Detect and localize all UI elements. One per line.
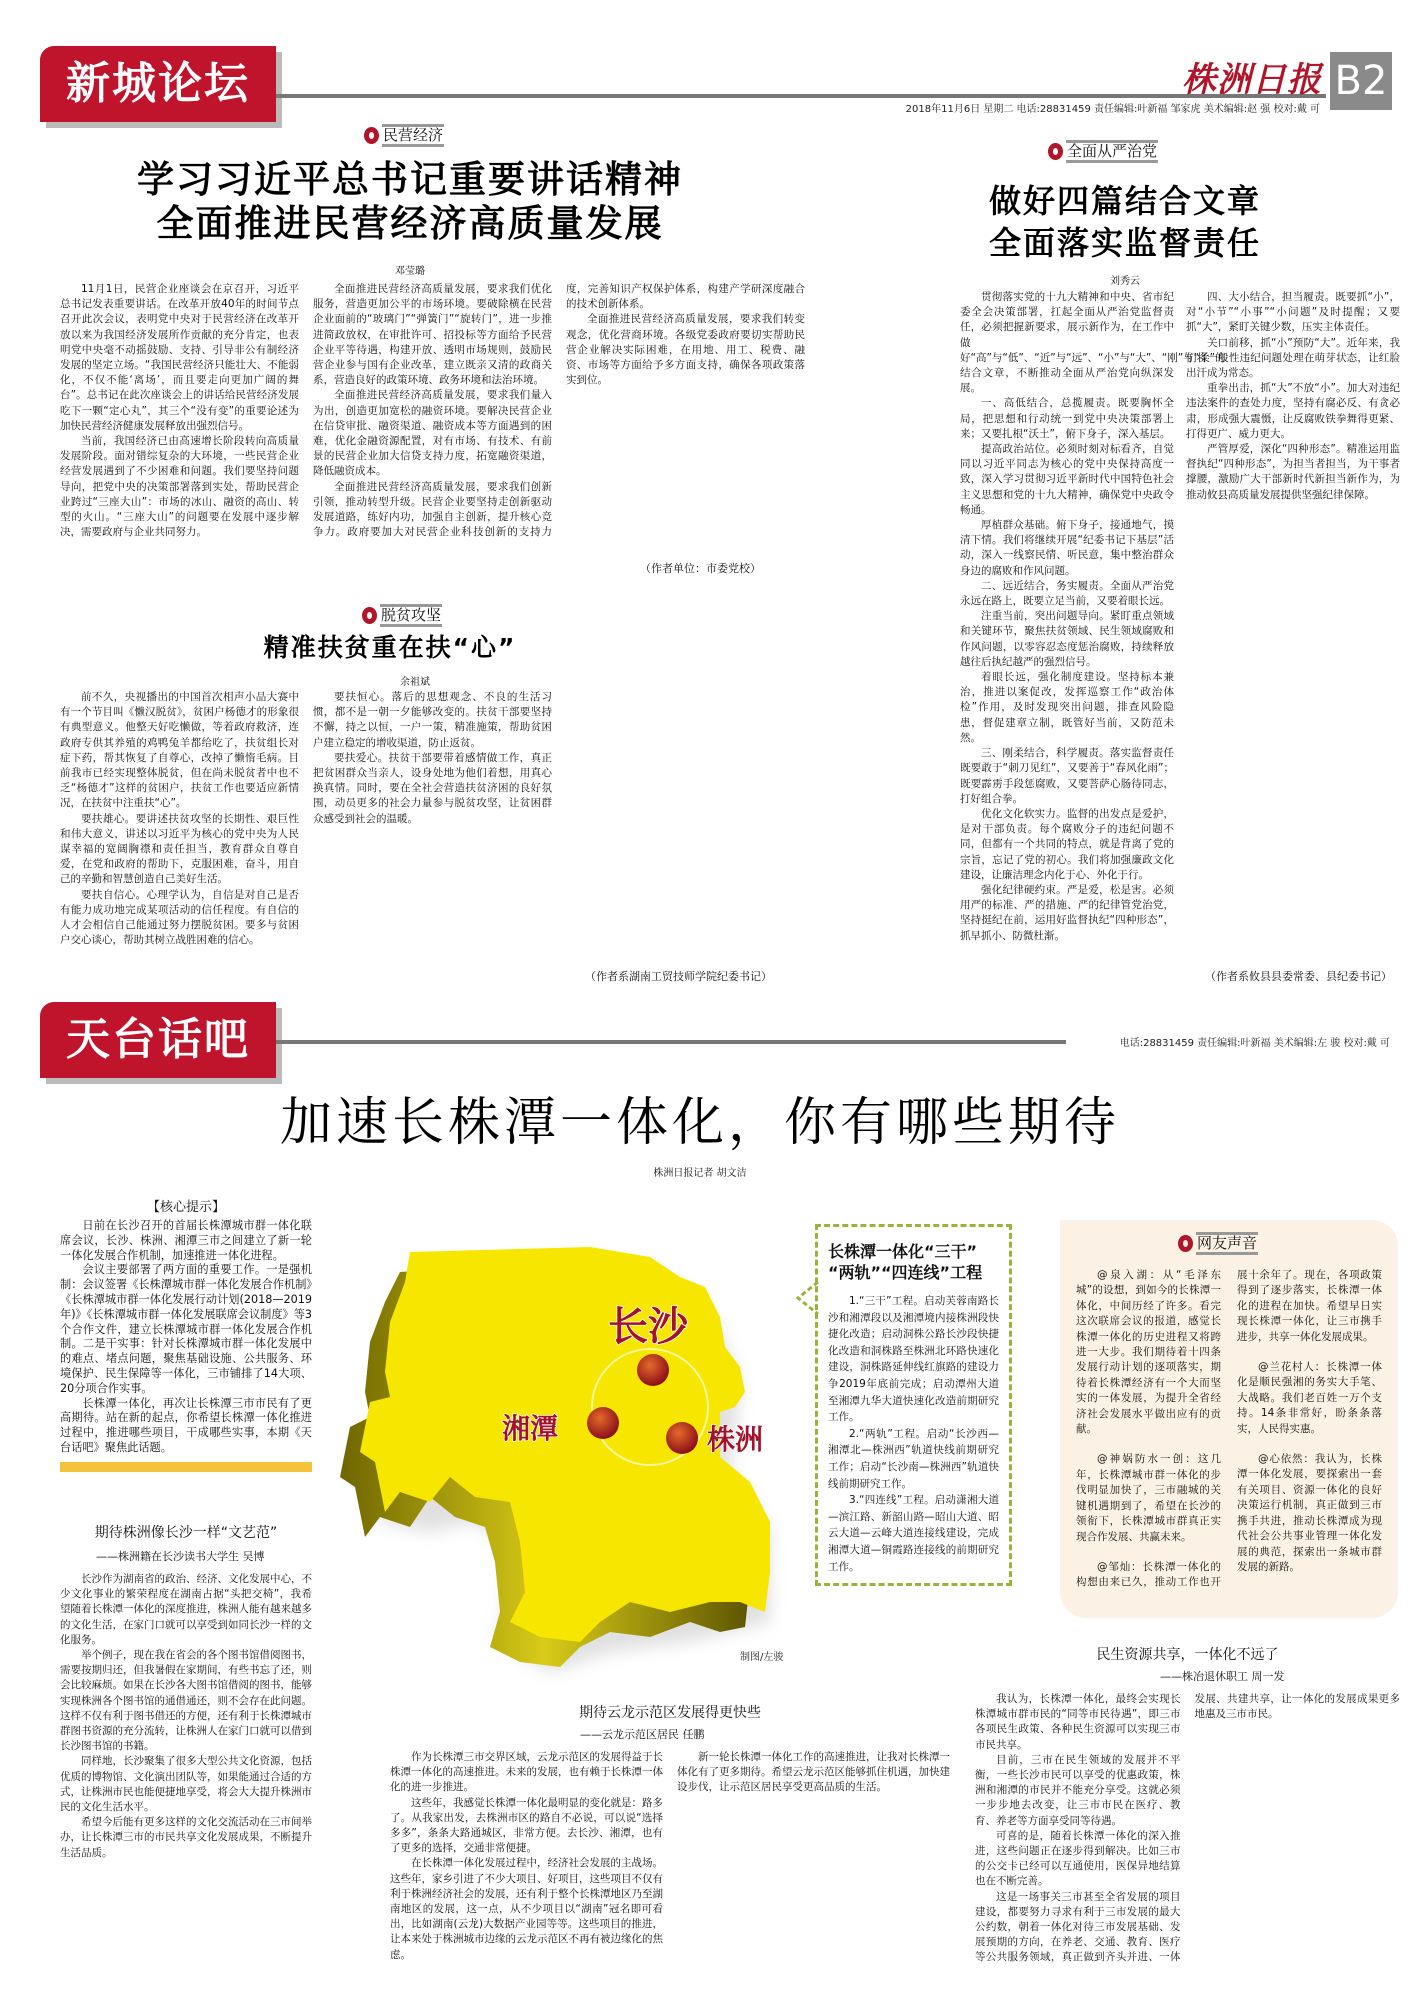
headline-line: 全面推进民营经济高质量发展: [156, 202, 664, 245]
article1-headline: [60, 158, 760, 246]
paragraph: 全面推进民营经济高质量发展，要求我们转变观念，优化营商环境。各级党委政府要切实帮助民营企业解决实际困难，在用地、用工、税费、融资、市场等方面给予多方面支持，确保各项政策落实到位。: [566, 313, 805, 387]
projects-box: [815, 1224, 1012, 1586]
tag-tuopin-gongjian: [362, 604, 442, 627]
projects-box-title: [828, 1241, 999, 1283]
paragraph: 三、刚柔结合，科学履责。落实监督责任既要敢于“刺刀见红”，又要善于“春风化雨”；既要霹雳手段惩腐败，又要菩萨心肠待同志，打好组合拳。: [960, 747, 1174, 805]
article3-credit: （作者系湖南工贸技师学院纪委书记）: [585, 970, 772, 983]
tag-quanmian-congyan-zhidang: [1048, 140, 1158, 163]
story2-source: ——云龙示范区居民 任鹏: [580, 1728, 705, 1741]
paragraph: 优化文化软实力。监督的出发点是爱护，是对干部负责。每个腐败分子的违纪问题不同，但都有一个共同的特点，就是背离了党的宗旨，忘记了党的初心。我们将加强廉政文化建设，让廉洁理念内化于心、外化于行。: [960, 807, 1174, 881]
story3-body: [975, 1692, 1400, 1990]
paragraph: @泉入湖：从“毛泽东城”的设想，到如今的长株潭一体化，中间历经了许多。看完这次联席会议的报道，感觉长株潭一体化的历史进程又将跨进一大步。我们期待着十四条发展行动计划的逐项落实，期待着长株潭经济有一个大而坚实的一体发展，为提升全省经济社会发展水平做出应有的贡献。: [1076, 1269, 1221, 1436]
paragraph: 11月1日，民营企业座谈会在京召开，习近平总书记发表重要讲话。在改革开放40年的时间节点召开此次会议，表明党中央对于民营经济在改革开放以来为我国经济发展所作贡献的充分肯定，也表明党中央毫不动摇鼓励、支持、引导非公有制经济发展的坚定立场。“我国民营经济只能壮大、不能弱化，不仅不能‘离场’，而且要走向更加广阔的舞台”。总书记在此次座谈会上的讲话给民营经济发展吃下一颗“定心丸”，其三个“没有变”的重要论述为加快民营经济健康发展释放出强烈信号。: [60, 283, 299, 432]
paragraph: 二、远近结合，务实履责。全面从严治党永远在路上，既要立足当前，又要着眼长远。: [960, 579, 1174, 608]
paragraph: 关口前移，抓“小”预防“大”。近年来，我们将一般性违纪问题处理在萌芽状态，让红脸出汗成为常态。: [1186, 336, 1400, 380]
paragraph: 同样地，长沙聚集了很多大型公共文化资源，包括优质的博物馆、文化演出团队等，如果能通过合适的方式，让株洲市民也能便捷地享受，将会大大提升株洲市民的文化生活水平。: [60, 1755, 312, 1814]
core-tip-box: [60, 1196, 312, 1472]
paragraph: 严管厚爱，深化“四种形态”。精准运用监督执纪“四种形态”，为担当者担当，为干事者撑腰，激励广大干部新时代新担当新作为，为推动攸县高质量发展提供坚强纪律保障。: [1186, 443, 1400, 501]
story3-title: 民生资源共享，一体化不远了: [1096, 1647, 1279, 1663]
map-credit: 制图/左骏: [740, 1652, 784, 1663]
newspaper-logo: 株洲日报: [1182, 60, 1322, 100]
paragraph: 注重当前，突出问题导向。紧盯重点领域和关键环节，聚焦扶贫领域、民生领域腐败和作风问题，以零容忍态度惩治腐败，持续释放越往后执纪越严的强烈信号。: [960, 610, 1174, 668]
paragraph: 新一轮长株潭一体化工作的高速推进，让我对长株潭一体化有了更多期待。希望云龙示范区能够抓住机遇，加快建设步伐，让示范区居民享受更高品质的生活。: [677, 1751, 950, 1794]
article3-body: [60, 690, 805, 958]
core-tip-body: [60, 1219, 312, 1456]
paragraph: @心依然：我认为，长株潭一体化发展，要探索出一套有关项目、资源一体化的良好决策运行机制，真正做到三市携手共进，推动长株潭成为现代社会公共事业管理一体化发展的典范，探索出一条城市群发展的新路。: [1237, 1453, 1382, 1573]
paragraph: 要扶雄心。要讲述扶贫攻坚的长期性、艰巨性和伟大意义，讲述以习近平为核心的党中央为人民谋幸福的宽阔胸襟和责任担当，教育群众自尊自爱，在党和政府的帮助下，克服困难，奋斗，用自己的辛勤和智慧创造自己美好生活。: [60, 812, 299, 886]
city-dot-zhuzhou: [666, 1422, 698, 1454]
tag-ring-icon: [1048, 143, 1063, 160]
section-title-xincheng-luntan: 新城论坛: [40, 46, 276, 122]
city-label-zhuzhou: 株洲: [707, 1423, 764, 1456]
paragraph: 全面推进民营经济高质量发展，要求我们优化服务，营造更加公平的市场环境。要破除横在民营企业面前的“玻璃门”“弹簧门”“旋转门”，进一步推进简政放权，在审批许可、招投标等方面给予民营企业平等待遇，构建开放、透明市场规则，鼓励民营企业参与国有企业改革，建立既亲又清的政商关系，营造良好的政策环境、政务环境和法治环境。: [313, 283, 552, 387]
paragraph: 当前，我国经济已由高速增长阶段转向高质量发展阶段。面对错综复杂的大环境，一些民营企业经营发展遇到了不少困难和问题。我们要坚持问题导向，把党中央的决策部署落到实处，帮助民营企业跨过“三座大山”：市场的冰山、融资的高山、转型的火山。“三座大山”的问题要在发展中逐步解决，需要政府与企业共同努力。: [60, 435, 299, 539]
article2-author: 刘秀云: [1110, 276, 1140, 287]
article2-body: [960, 290, 1400, 955]
story2-title: 期待云龙示范区发展得更快些: [579, 1705, 761, 1721]
paragraph: 1.“三干”工程。启动芙蓉南路长沙和湘潭段以及湘潭境内接株洲段快捷化改造；启动洞株公路长沙段快捷化改造和洞株路至株洲北环路快速化建设，洞株路延伸线红旗路的建设力争2019年底前完成；启动潭州大道至湘潭九华大道快速化改造前期研究工作。: [828, 1295, 999, 1424]
paragraph: 要扶恒心。落后的思想观念、不良的生活习惯，都不是一朝一夕能够改变的。扶贫干部要坚持不懈，持之以恒，一户一策，精准施策，帮助贫困户建立稳定的增收渠道，防止返贫。: [313, 691, 552, 749]
page-number: B2: [1330, 52, 1392, 110]
paragraph: 提高政治站位。必须时刻对标看齐，自觉同以习近平同志为核心的党中央保持高度一致，深入学习贯彻习近平新时代中国特色社会主义思想和党的十九大精神，确保党中央政令畅通。: [960, 443, 1174, 516]
paragraph: 全面推进民营经济高质量发展，要求我们创新引领，推动转型升级。民营企业要坚持走创新驱动发展道路，练好内功，加强自主创新，提升核心竞争力。政府要加大对民营企业科技创新的支持力度，完善知识产权保护体系，构建产学研深度融合的技术创新体系。: [313, 283, 805, 539]
paragraph: 贯彻落实党的十九大精神和中央、省市纪委全会决策部署，扛起全面从严治党监督责任，必须把握新要求，展示新作为，在工作中做好“高”与“低”、“近”与“远”、“小”与“大”、“刚”与“柔”的结合文章，不断推动全面从严治党向纵深发展。: [960, 291, 1226, 395]
tag-minying-jingji: [364, 124, 444, 147]
article1-author: 邓莹璐: [395, 266, 425, 277]
feature-headline: 加速长株潭一体化，你有哪些期待: [279, 1093, 1120, 1153]
paragraph: 重拳出击，抓“大”不放“小”。加大对违纪违法案件的查处力度，坚持有腐必反、有贪必肃，形成强大震慑，让反腐败铁拳舞得更紧、打得更广、威力更大。: [1186, 382, 1400, 440]
paragraph: 在长株潭一体化发展过程中，经济社会发展的主战场。这些年，家乡引进了不少大项目、好项目，这些项目不仅有利于株洲经济社会的发展，还有利于整个长株潭地区乃至湖南地区的发展，这一点，从不少项目以“湖南”冠名即可看出，比如湖南(云龙)大数据产业园等等。这些项目的推进，让本来处于株洲城市边缘的云龙示范区不再有被边缘化的焦虑。: [390, 1857, 663, 1961]
paragraph: 四、大小结合，担当履责。既要抓“小”，对“小节”“小事”“小问题”及时提醒；又要抓“大”，紧盯关键少数，压实主体责任。: [1186, 291, 1400, 334]
feature-byline: 株洲日报记者 胡文洁: [653, 1168, 747, 1179]
paragraph: 这些年，我感觉长株潭一体化最明显的变化就是：路多了。从我家出发，去株洲市区的路自不必说，可以说“选择多多”，条条大路通城区，非常方便。去长沙、湘潭，也有了更多的选择，交通非常便捷。: [390, 1796, 663, 1855]
tag-ring-icon: [362, 607, 377, 624]
yellow-divider: [60, 1462, 312, 1472]
paragraph: @邹灿：长株潭一体化的构想由来已久，推动工作也开展十余年了。现在，各项政策得到了逐步落实，长株潭一体化的进程在加快。希望早日实现长株潭一体化，让三市携手进步，共享一体化发展成果。: [1076, 1269, 1382, 1589]
paragraph: 要扶爱心。扶贫干部要带着感情做工作，真正把贫困群众当亲人，设身处地为他们着想，用真心换真情。同时，要在全社会营造扶贫济困的良好氛围，动员更多的社会力量参与脱贫攻坚，让贫困群众感受到社会的温暖。: [313, 751, 552, 825]
article2-headline: [960, 180, 1290, 264]
article1-body: [60, 282, 805, 560]
paragraph: 希望今后能有更多这样的文化交流活动在三市间举办，让长株潭三市的市民共享文化发展成果，不断提升生活品质。: [60, 1816, 312, 1859]
tag-label: 脱贫攻坚: [380, 604, 442, 627]
paragraph: 3.“四连线”工程。启动潇湘大道—滨江路、新韶山路—昭山大道、昭云大道—云峰大道连接线建设，完成湘潭大道—铜霞路连接线的前期研究工作。: [828, 1494, 999, 1573]
tag-label: 网友声音: [1196, 1232, 1258, 1255]
section-title-tiantai-huaba: 天台话吧: [40, 1002, 276, 1078]
paragraph: 可喜的是，随着长株潭一体化的深入推进，这些问题正在逐步得到解决。比如三市的公交卡已经可以互通使用，医保异地结算也在不断完善。: [975, 1829, 1181, 1888]
tag-label: 全面从严治党: [1066, 140, 1158, 163]
headline-line: 全面落实监督责任: [988, 224, 1261, 262]
paragraph: 强化纪律硬约束。严是爱，松是害。必须用严的标准、严的措施、严的纪律管党治党，坚持挺纪在前，运用好监督执纪“四种形态”，抓早抓小、防微杜渐。: [960, 883, 1174, 942]
headline-line: 学习习近平总书记重要讲话精神: [137, 158, 683, 201]
header-rule: [276, 1040, 1066, 1044]
issue-info: 2018年11月6日 星期二 电话:28831459 责任编辑:叶新福 邹家虎 美术编辑:赵 强 校对:戴 可: [905, 104, 1320, 115]
city-label-xiangtan: 湘潭: [502, 1412, 559, 1445]
story3-source: ——株冶退休职工 周一发: [1160, 1670, 1285, 1683]
paragraph: 目前，三市在民生领域的发展并不平衡，一些长沙市民可以享受的优惠政策，株洲和湘潭的市民并不能充分享受。这就必须一步步地去改变，让三市市民在医疗、教育、养老等方面享受同等待遇。: [975, 1753, 1181, 1827]
article1-credit: （作者单位：市委党校）: [640, 562, 761, 575]
tag-wangyou-shengyin: [1178, 1232, 1258, 1255]
paragraph: 日前在长沙召开的首届长株潭城市群一体化联席会议，长沙、株洲、湘潭三市之间建立了新一轮一体化发展合作机制，加速推进一体化进程。: [60, 1219, 312, 1262]
core-tip-title: 【核心提示】: [146, 1200, 225, 1215]
paragraph: 举个例子，现在我在省会的各个图书馆借阅图书，需要按期归还，但我暑假在家期间，有些书忘了还，则会比较麻烦。如果在长沙各大图书馆借阅的图书，能够实现株洲各个图书馆的通借通还，则不会存在此问题。这样不仅有利于图书借还的方便，还有利于长株潭城市群图书资源的充分流转，让株洲人在家门口就可以借到长沙图书馆的书籍。: [60, 1649, 312, 1753]
city-dot-xiangtan: [587, 1407, 619, 1439]
article3-author: 余祖斌: [400, 677, 430, 688]
paragraph: 要扶自信心。心理学认为，自信是对自己是否有能力成功地完成某项活动的信任程度。有自信的人才会相信自己能通过努力摆脱贫困。要多与贫困户交心谈心，帮助其树立战胜困难的信心。: [60, 888, 299, 947]
headline-line: 做好四篇结合文章: [988, 182, 1261, 220]
projects-box-body: [828, 1293, 999, 1575]
article3-headline: 精准扶贫重在扶“心”: [263, 633, 517, 662]
tag-ring-icon: [1178, 1235, 1193, 1252]
paragraph: 我认为，长株潭一体化，最终会实现长株潭城市群市民的“同等市民待遇”，即三市各项民生政策、各种民生资源可以实现三市市民共享。: [975, 1693, 1181, 1751]
paragraph: 着眼长远，强化制度建设。坚持标本兼治，推进以案促改，发挥巡察工作“政治体检”作用，及时发现突出问题，排查风险隐患，督促建章立制，既管好当前，又防范未然。: [960, 671, 1174, 744]
paragraph: 作为长株潭三市交界区域，云龙示范区的发展得益于长株潭一体化的高速推进。未来的发展，也有赖于长株潭一体化的进一步推进。: [390, 1751, 663, 1794]
issue-info: 电话:28831459 责任编辑:叶新福 美术编辑:左 骏 校对:戴 可: [1119, 1038, 1390, 1049]
story2-body: [390, 1750, 950, 1990]
paragraph: 全面推进民营经济高质量发展，要求我们量入为出，创造更加宽松的融资环境。要解决民营企业在信贷审批、融资渠道、融资成本等方面遇到的困难，优化金融资源配置，对有市场、有技术、有前景的民营企业加大信贷支持力度，拓宽融资渠道，降低融资成本。: [313, 389, 552, 478]
paragraph: @神娲防水一创：这几年，长株潭城市群一体化的步伐明显加快了，三市融城的关键机遇期到了，希望在长沙的领衔下，长株潭城市群真正实现合作发展、共赢未来。: [1076, 1453, 1221, 1543]
netizen-voices-box: [1060, 1220, 1398, 1618]
paragraph: 前不久，央视播出的中国首次相声小品大赛中有一个节目叫《懒汉脱贫》，贫困户杨德才的形象很有典型意义。他整天好吃懒做，等着政府救济，连政府专供其养殖的鸡鸭兔羊都给吃了，扶贫组长对症下药，帮其恢复了自尊心，改掉了懒惰毛病。目前我市已经实现整体脱贫，但在尚未脱贫者中也不乏“杨德才”这样的贫困户，扶贫工作也要适应新情况，在扶贫中注重扶“心”。: [60, 691, 299, 810]
netizen-comments: [1076, 1268, 1382, 1598]
story1-source: ——株洲籍在长沙读书大学生 吴博: [96, 1550, 265, 1563]
story1-body: [60, 1572, 312, 1990]
changzhutan-map: [340, 1232, 810, 1692]
title-line: “两轨”“四连线”工程: [828, 1263, 983, 1282]
tag-label: 民营经济: [382, 124, 444, 147]
paragraph: 2.“两轨”工程。启动“长沙西—湘潭北—株洲西”轨道快线前期研究工作；启动“长沙南—株洲西”轨道快线前期研究工作。: [828, 1427, 999, 1490]
paragraph: 长株潭一体化，再次让长株潭三市市民有了更高期待。站在新的起点，你希望长株潭一体化推进过程中，推进哪些项目，干成哪些实事，本期《天台话吧》聚焦此话题。: [60, 1396, 312, 1454]
paragraph: 一、高低结合，总揽履责。既要胸怀全局，把思想和行动统一到党中央决策部署上来；又要扎根“沃土”，俯下身子，深入基层。: [960, 397, 1174, 440]
city-label-changsha: 长沙: [608, 1304, 688, 1350]
tag-ring-icon: [364, 127, 379, 144]
header-rule: [276, 94, 1326, 98]
paragraph: @兰花村人：长株潭一体化是顺民强湘的务实大手笔、大战略。我们老百姓一万个支持。14条非常好，盼条条落实，人民得实惠。: [1237, 1361, 1382, 1435]
city-dot-changsha: [637, 1354, 669, 1386]
paragraph: 厚植群众基础。俯下身子，接通地气，摸清下情。我们将继续开展“纪委书记下基层”活动，深入一线察民情、听民意，集中整治群众身边的腐败和作风问题。: [960, 519, 1174, 577]
title-line: 长株潭一体化“三干”: [828, 1242, 978, 1261]
story1-title: 期待株洲像长沙一样“文艺范”: [94, 1525, 278, 1541]
paragraph: 长沙作为湖南省的政治、经济、文化发展中心，不少文化事业的繁荣程度在湖南占据“头把交椅”，我希望随着长株潭一体化的深度推进，株洲人能有越来越多的文化生活，在家门口就可以享受到如同长沙一样的文化服务。: [60, 1573, 312, 1646]
paragraph: 这是一场事关三市甚至全省发展的项目建设，都要努力寻求有利于三市发展的最大公约数，朝着一体化对待三市发展基础、发展预期的方向，在养老、交通、教育、医疗等公共服务领域，真正做到齐头并进、一体发展、共建共享，让一体化的发展成果更多地惠及三市市民。: [975, 1693, 1400, 1964]
article2-credit: （作者系攸县县委常委、县纪委书记）: [1205, 970, 1392, 983]
paragraph: 会议主要部署了两方面的重要工作。一是强机制：会议签署《长株潭城市群一体化发展合作机制》《长株潭城市群一体化发展行动计划(2018—2019年)》《长株潭城市群一体化发展联席会议制度》等3个合作文件，建立长株潭城市群一体化发展合作机制。二是干实事：针对长株潭城市群一体化发展中的难点、堵点问题，聚焦基础设施、公共服务、环境保护、民生保障等一体化，三市铺排了14大项、20分项合作实事。: [60, 1263, 313, 1395]
